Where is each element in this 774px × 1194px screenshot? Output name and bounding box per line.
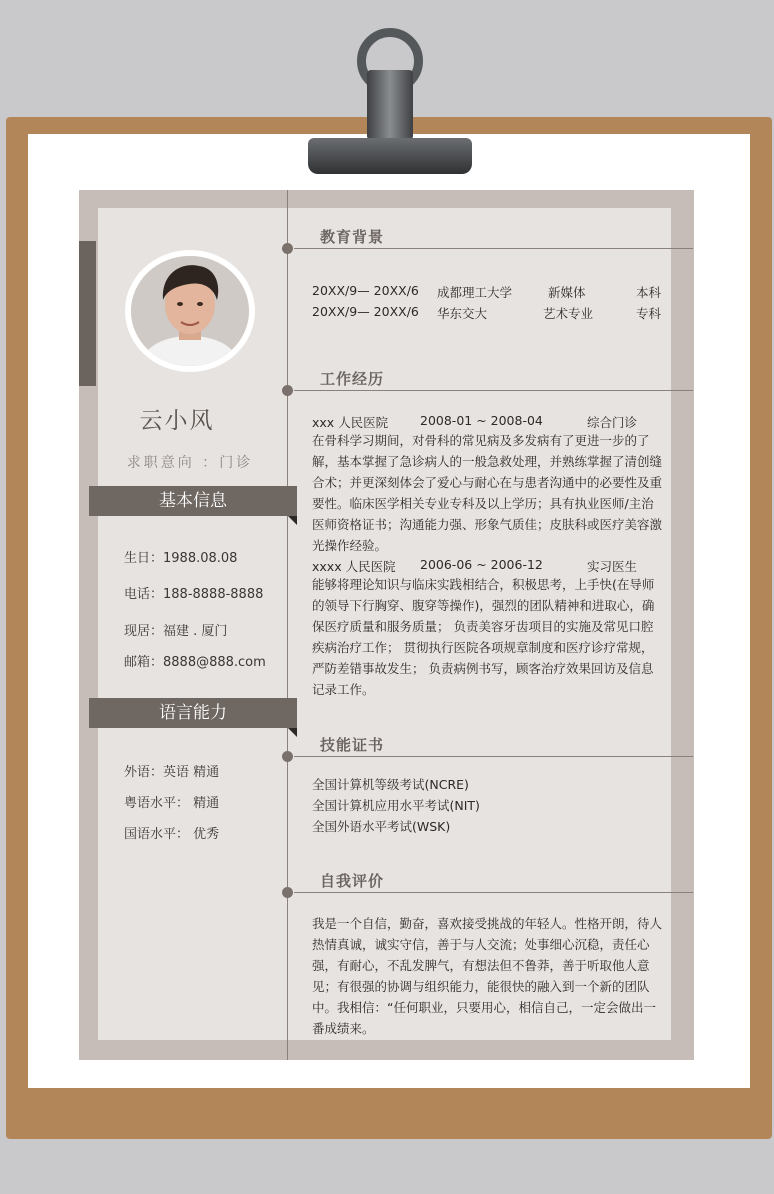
avatar-photo xyxy=(131,256,249,366)
job-role: 实习医生 xyxy=(587,559,638,574)
job-description: 在骨科学习期间，对骨科的常见病及多发病有了更进一步的了解，基本掌握了急诊病人的一般急救处理，并熟练掌握了清创缝合术；并更深刻体会了爱心与耐心在与患者沟通中的必要性及重要性。临床医学相关专业专科及以上学历；具有执业医师/主治医师资格证书；沟通能力强、形象气质佳；皮肤科或医疗美容激光操作经验。 xyxy=(312,433,663,553)
fold-corner-icon xyxy=(288,516,297,525)
edu-degree: 本科 xyxy=(636,285,662,300)
clip-stem xyxy=(367,70,413,140)
self-eval-title: 自我评价 xyxy=(320,872,385,890)
job-org: xxx 人民医院 xyxy=(312,415,389,430)
job-org: xxxx 人民医院 xyxy=(312,559,396,574)
residence-info: 现居：福建 . 厦门 xyxy=(124,624,228,639)
job-description: 能够将理论知识与临床实践相结合，积极思考，上手快(在导师的领导下行胸穿、腹穿等操作)，强烈的团队精神和进取心，确保医疗质量和服务质量； 负责美容牙齿项目的实施及常见口腔疾病治疗工作； 贯彻执行医院各项规章制度和医疗诊疗常规，严防差错事故发生； 负责病例书写，顾客治疗效果回访及信息记录工作。 xyxy=(312,577,655,697)
language-header xyxy=(89,698,297,728)
skill-item: 全国计算机等级考试(NCRE) xyxy=(312,777,469,792)
timeline-dot-icon xyxy=(282,243,293,254)
edu-period: 20XX/9— 20XX/6 xyxy=(312,283,419,298)
basic-info-header xyxy=(89,486,297,516)
email-info: 邮箱：8888@888.com xyxy=(124,655,266,670)
timeline-dot-icon xyxy=(282,887,293,898)
person-portrait-icon xyxy=(131,256,249,366)
job-role: 综合门诊 xyxy=(587,415,638,430)
avatar xyxy=(125,250,255,372)
section-divider xyxy=(294,892,693,893)
lang-cantonese: 粤语水平： 精通 xyxy=(124,796,220,811)
timeline-dot-icon xyxy=(282,385,293,396)
section-divider xyxy=(294,248,693,249)
skill-item: 全国计算机应用水平考试(NIT) xyxy=(312,798,480,813)
language-title: 语言能力 xyxy=(159,703,227,723)
accent-bar xyxy=(79,241,96,386)
edu-school: 华东交大 xyxy=(437,306,488,321)
edu-degree: 专科 xyxy=(636,306,662,321)
job-objective: 求职意向 ：门诊 xyxy=(126,455,254,471)
edu-major: 新媒体 xyxy=(548,285,586,300)
edu-school: 成都理工大学 xyxy=(437,285,513,300)
timeline-divider xyxy=(287,190,288,1060)
birth-info: 生日：1988.08.08 xyxy=(124,551,238,566)
candidate-name: 云小风 xyxy=(139,408,215,434)
lang-foreign: 外语：英语 精通 xyxy=(124,765,220,780)
section-divider xyxy=(294,390,693,391)
timeline-dot-icon xyxy=(282,751,293,762)
job-period: 2006-06 ~ 2006-12 xyxy=(420,557,543,572)
edu-period: 20XX/9— 20XX/6 xyxy=(312,304,419,319)
lang-mandarin: 国语水平： 优秀 xyxy=(124,827,220,842)
basic-info-title: 基本信息 xyxy=(159,491,227,511)
skill-item: 全国外语水平考试(WSK) xyxy=(312,819,451,834)
education-title: 教育背景 xyxy=(320,228,385,246)
binder-clip-icon xyxy=(308,138,472,174)
phone-info: 电话：188-8888-8888 xyxy=(124,587,264,602)
skills-title: 技能证书 xyxy=(320,736,385,754)
edu-major: 艺术专业 xyxy=(543,306,594,321)
work-title: 工作经历 xyxy=(320,370,385,388)
fold-corner-icon xyxy=(288,728,297,737)
section-divider xyxy=(294,756,693,757)
self-eval-text: 我是一个自信，勤奋，喜欢接受挑战的年轻人。性格开朗，待人热情真诚，诚实守信，善于与人交流；处事细心沉稳，责任心强，有耐心，不乱发脾气，有想法但不鲁莽，善于听取他人意见；有很强的协调与组织能力，能很快的融入到一个新的团队中。我相信：“任何职业，只要用心，相信自己，一定会做出一番成绩来。 xyxy=(312,916,663,1036)
job-period: 2008-01 ~ 2008-04 xyxy=(420,413,543,428)
